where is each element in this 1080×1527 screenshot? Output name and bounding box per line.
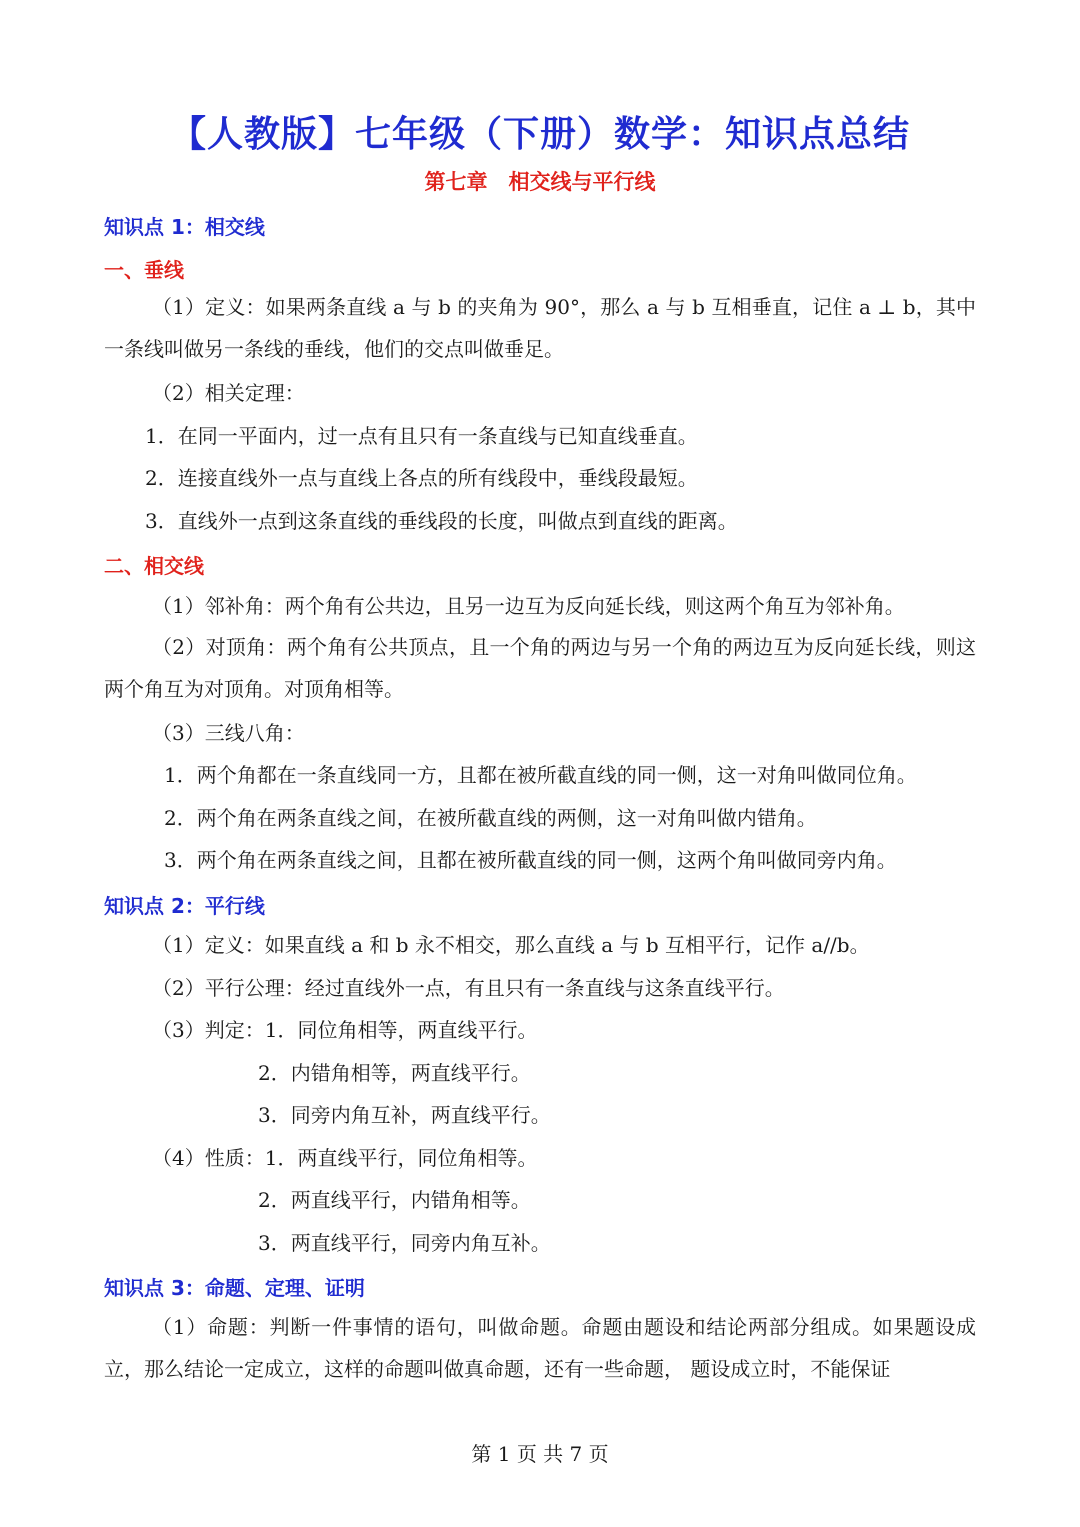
angle-type-item: 1．两个角都在一条直线同一方，且都在被所截直线的同一侧，这一对角叫做同位角。 (164, 763, 917, 787)
theorem-item: 1．在同一平面内，过一点有且只有一条直线与已知直线垂直。 (145, 424, 698, 448)
angle-type-item: 3．两个角在两条直线之间，且都在被所截直线的同一侧，这两个角叫做同旁内角。 (164, 848, 897, 872)
parallel-definition: （1）定义：如果直线 a 和 b 永不相交，那么直线 a 与 b 互相平行，记作 a//b。 (152, 933, 870, 957)
proposition-text: （1）命题：判断一件事情的语句，叫做命题。命题由题设和结论两部分组成。如果题设成立，那么结论一定成立，这样的命题叫做真命题，还有一些命题， 题设成立时，不能保证 (104, 1315, 976, 1381)
vertical-angles (104, 626, 976, 710)
chapter-title: 第七章 相交线与平行线 (424, 170, 656, 194)
three-lines-eight-angles-label: （3）三线八角： (152, 721, 305, 745)
page-title: 【人教版】七年级（下册）数学：知识点总结 (169, 114, 910, 155)
section-perpendicular-heading: 一、垂线 (104, 258, 184, 282)
page-number: 第 1 页 共 7 页 (471, 1442, 609, 1466)
knowledge-point-2-heading: 知识点 2：平行线 (104, 894, 265, 918)
adjacent-angles-text: （1）邻补角：两个角有公共边，且另一边互为反向延长线，则这两个角互为邻补角。 (152, 594, 905, 618)
property-item: （4）性质：1．两直线平行，同位角相等。 (152, 1146, 538, 1170)
vertical-angles-text: （2）对顶角：两个角有公共顶点，且一个角的两边与另一个角的两边互为反向延长线，则这两个角互为对顶角。对顶角相等。 (104, 635, 976, 701)
property-item: 3．两直线平行，同旁内角互补。 (258, 1231, 551, 1255)
criteria-item: 3．同旁内角互补，两直线平行。 (258, 1103, 551, 1127)
criteria-item: （3）判定：1．同位角相等，两直线平行。 (152, 1018, 538, 1042)
parallel-axiom: （2）平行公理：经过直线外一点，有且只有一条直线与这条直线平行。 (152, 976, 785, 1000)
proposition (104, 1306, 976, 1390)
knowledge-point-3-heading: 知识点 3：命题、定理、证明 (104, 1276, 365, 1300)
theorem-item: 2．连接直线外一点与直线上各点的所有线段中，垂线段最短。 (145, 466, 698, 490)
theorem-item: 3．直线外一点到这条直线的垂线段的长度，叫做点到直线的距离。 (145, 509, 738, 533)
property-item: 2．两直线平行，内错角相等。 (258, 1188, 531, 1212)
perpendicular-definition-text: （1）定义：如果两条直线 a 与 b 的夹角为 90°，那么 a 与 b 互相垂直，记住 a ⊥ b，其中一条线叫做另一条线的垂线，他们的交点叫做垂足。 (104, 295, 976, 361)
angle-type-item: 2．两个角在两条直线之间，在被所截直线的两侧，这一对角叫做内错角。 (164, 806, 817, 830)
perpendicular-definition (104, 286, 976, 370)
knowledge-point-1-heading: 知识点 1：相交线 (104, 215, 265, 239)
related-theorems-label: （2）相关定理： (152, 381, 305, 405)
criteria-item: 2．内错角相等，两直线平行。 (258, 1061, 531, 1085)
section-intersecting-heading: 二、相交线 (104, 554, 204, 578)
